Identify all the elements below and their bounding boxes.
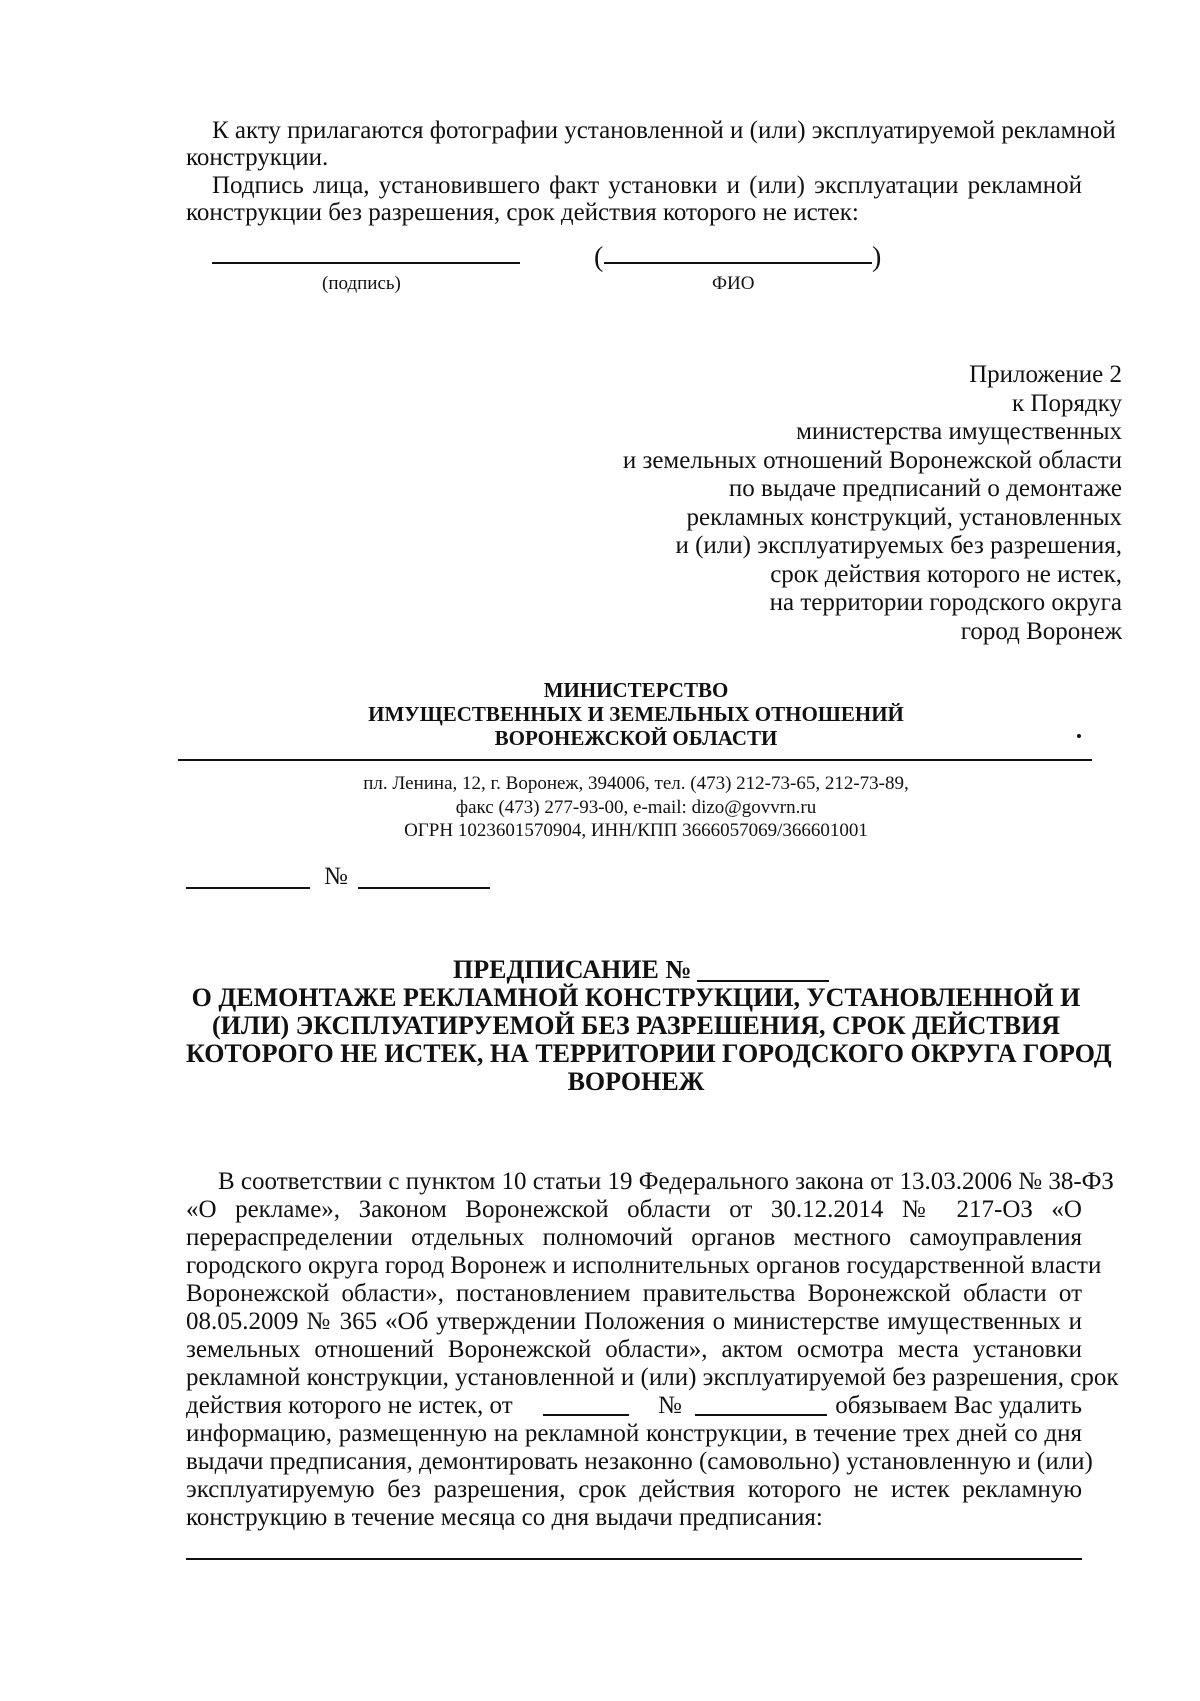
- signature-line[interactable]: [212, 262, 520, 264]
- appendix-line: на территории городского округа: [769, 589, 1122, 616]
- fio-paren-open: (: [594, 242, 604, 273]
- appendix-line: город Воронеж: [960, 617, 1122, 645]
- body-line: рекламной конструкции, установленной и (или) эксплуатируемой без разрешения, срок: [186, 1364, 1119, 1391]
- prescription-subtitle: О ДЕМОНТАЖЕ РЕКЛАМНОЙ КОНСТРУКЦИИ, УСТАНОВЛЕННОЙ И: [191, 983, 1081, 1012]
- scan-speck: [1077, 734, 1081, 738]
- ministry-title-line3: ВОРОНЕЖСКОЙ ОБЛАСТИ: [494, 726, 778, 750]
- body-line: перераспределении отдельных полномочий органов местного самоуправления: [186, 1224, 1082, 1251]
- signature-label: (подпись): [322, 273, 401, 294]
- body-line: «О рекламе», Законом Воронежской области от 30.12.2014 № 217-ОЗ «О: [186, 1196, 1082, 1223]
- appendix-line: и (или) эксплуатируемых без разрешения,: [675, 532, 1122, 559]
- ministry-address: пл. Ленина, 12, г. Воронеж, 394006, тел. (473) 212-73-65, 212-73-89,: [363, 773, 909, 794]
- prescription-subtitle-line3: КОТОРОГО НЕ ИСТЕК, НА ТЕРРИТОРИИ ГОРОДСКОГО ОКРУГА ГОРОД: [186, 1039, 1112, 1068]
- attachment-note-continued: конструкции.: [186, 144, 329, 171]
- inspection-act-number-sign: №: [658, 1392, 682, 1419]
- appendix-line: рекламных конструкций, установленных: [686, 503, 1122, 531]
- appendix-line: по выдаче предписаний о демонтаже: [728, 475, 1122, 502]
- fio-line[interactable]: [604, 262, 872, 264]
- body-line-with-blanks: действия которого не истек, от: [186, 1392, 513, 1419]
- ministry-title-line2: ИМУЩЕСТВЕННЫХ И ЗЕМЕЛЬНЫХ ОТНОШЕНИЙ: [368, 702, 904, 726]
- appendix-line: министерства имущественных: [796, 418, 1122, 445]
- attachment-note: К акту прилагаются фотографии установленной и (или) эксплуатируемой рекламной: [212, 117, 1116, 144]
- ministry-title: МИНИСТЕРСТВО: [543, 678, 729, 702]
- prescription-subtitle-line2: (ИЛИ) ЭКСПЛУАТИРУЕМОЙ БЕЗ РАЗРЕШЕНИЯ, СРОК ДЕЙСТВИЯ: [212, 1011, 1060, 1040]
- body-line: выдачи предписания, демонтировать незаконно (самовольно) установленную и (или): [186, 1448, 1093, 1475]
- prescription-title: ПРЕДПИСАНИЕ №: [453, 955, 692, 984]
- header-rule: [178, 759, 1092, 761]
- signature-note-continued: конструкции без разрешения, срок действия которого не истек:: [186, 199, 859, 226]
- body-line: эксплуатируемую без разрешения, срок действия которого не истек рекламную: [186, 1476, 1082, 1503]
- appendix-line: и земельных отношений Воронежской области: [622, 446, 1122, 474]
- outgoing-number-blank[interactable]: [358, 887, 490, 889]
- fio-label: ФИО: [712, 273, 755, 294]
- fill-in-line[interactable]: [186, 1558, 1082, 1560]
- prescription-number-blank[interactable]: [697, 980, 829, 982]
- appendix-line: Приложение 2: [969, 361, 1122, 388]
- body-line: Воронежской области», постановлением правительства Воронежской области от: [186, 1280, 1082, 1307]
- outgoing-number-sign: №: [324, 863, 348, 890]
- inspection-act-number-blank[interactable]: [695, 1414, 827, 1416]
- signature-note: Подпись лица, установившего факт установки и (или) эксплуатации рекламной: [212, 172, 1082, 199]
- appendix-line: к Порядку: [1012, 389, 1122, 417]
- prescription-subtitle-line4: ВОРОНЕЖ: [567, 1067, 705, 1096]
- body-line: городского округа город Воронеж и исполнительных органов государственной власти: [186, 1252, 1102, 1279]
- fio-paren-close: ): [872, 242, 882, 273]
- ministry-ogrn: ОГРН 1023601570904, ИНН/КПП 3666057069/366601001: [404, 820, 868, 841]
- appendix-block: [560, 362, 1122, 647]
- body-line: информацию, размещенную на рекламной конструкции, в течение трех дней со дня: [186, 1420, 1082, 1447]
- body-line: В соответствии с пунктом 10 статьи 19 Федерального закона от 13.03.2006 № 38-ФЗ: [218, 1168, 1114, 1195]
- body-line: земельных отношений Воронежской области», актом осмотра места установки: [186, 1336, 1082, 1363]
- body-line: 08.05.2009 № 365 «Об утверждении Положения о министерстве имущественных и: [186, 1308, 1082, 1335]
- appendix-line: срок действия которого не истек,: [770, 560, 1122, 588]
- body-line-last: конструкцию в течение месяца со дня выдачи предписания:: [186, 1504, 823, 1531]
- outgoing-date-blank[interactable]: [186, 887, 310, 889]
- body-line-obligation: обязываем Вас удалить: [835, 1392, 1082, 1419]
- inspection-act-date-blank[interactable]: [543, 1414, 629, 1416]
- ministry-fax-email: факс (473) 277-93-00, e-mail: dizo@govvrn.ru: [455, 797, 817, 818]
